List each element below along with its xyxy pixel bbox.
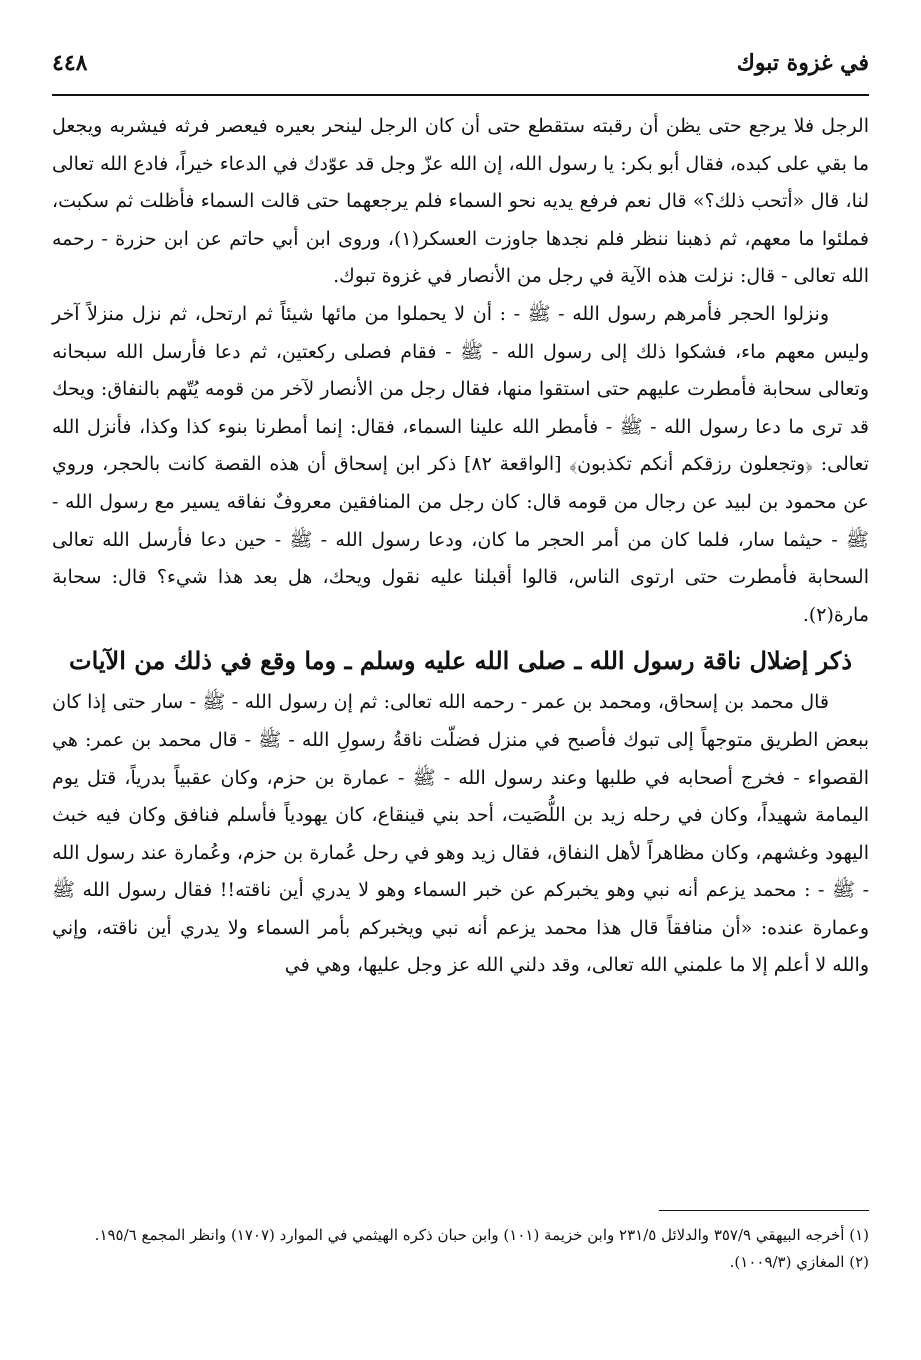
- running-title: في غزوة تبوك: [736, 50, 869, 76]
- paragraph-3: قال محمد بن إسحاق، ومحمد بن عمر - رحمه الله تعالى: ثم إن رسول الله - ﷺ - سار حتى إذا كان ببعض الطريق متوجهاً إلى تبوك فأصبح في منزل فضلّت ناقةُ رسولِ الله - ﷺ - قال محمد بن عمر: هي القصواء - فخرج أصحابه في طلبها وعند رسول الله - ﷺ - عمارة بن حزم، وكان عقبياً بدرياً، قتل يوم اليمامة شهيداً، وكان في رحله زيد بن اللُّصَيت، أحد بني قينقاع، كان يهودياً فأسلم فنافق وكان فيه خبث اليهود وغشهم، وكان مظاهراً لأهل النفاق، فقال زيد وهو في رحل عُمارة بن حزم، وعُمارة عند رسول الله - ﷺ - : محمد يزعم أنه نبي وهو يخبركم عن خبر السماء وهو لا يدري أين ناقته!! فقال رسول الله ﷺ وعمارة عنده: «أن منافقاً قال هذا محمد يزعم أنه نبي ويخبركم بأمر السماء ولا يدري أين ناقته، وإني والله لا أعلم إلا ما علمني الله تعالى، وقد دلني الله عز وجل عليها، وهي في: [52, 691, 869, 977]
- footnote-2: (٢) المغازي (١٠٠٩/٣).: [729, 1253, 869, 1271]
- page-number: ٤٤٨: [52, 50, 88, 76]
- header-rule: [52, 94, 869, 96]
- footnotes: [52, 1222, 869, 1276]
- paragraph-2: ونزلوا الحجر فأمرهم رسول الله - ﷺ - : أن لا يحملوا من مائها شيئاً ثم ارتحل، ثم نزل منزلاً آخر وليس معهم ماء، فشكوا ذلك إلى رسول الله - ﷺ - فقام فصلى ركعتين، ثم دعا فأرسل الله سبحانه وتعالى سحابة فأمطرت عليهم حتى استقوا منها، فقال رجل من الأنصار لآخر من قومه يُتّهم بالنفاق: ويحك قد ترى ما دعا رسول الله - ﷺ - فأمطر الله علينا السماء، فقال: إنما أمطرنا بنوء كذا وكذا، فأنزل الله تعالى: ﴿وتجعلون رزقكم أنكم تكذبون﴾ [الواقعة ٨٢] ذكر ابن إسحاق أن هذه القصة كانت بالحجر، وروي عن محمود بن لبيد عن رجال من قومه قال: كان رجل من المنافقين معروفٌ نفاقه يسير مع رسول الله - ﷺ - حيثما سار، فلما كان من أمر الحجر ما كان، ودعا رسول الله - ﷺ - حين دعا فأرسل الله تعالى السحابة فأمطرت حتى ارتوى الناس، قالوا أقبلنا عليه نقول ويحك، هل بعد هذا شيء؟ قال: سحابة مارة(٢).: [52, 302, 869, 626]
- footnote-1: (١) أخرجه البيهقي ٣٥٧/٩ والدلائل ٢٣١/٥ وابن خزيمة (١٠١) وابن حبان ذكره الهيثمي في الموارد (١٧٠٧) وانظر المجمع ١٩٥/٦.: [94, 1226, 869, 1244]
- paragraph-1: الرجل فلا يرجع حتى يظن أن رقبته ستقطع حتى أن كان الرجل لينحر بعيره فيعصر فرثه فيشربه ويجعل ما بقي على كبده، فقال أبو بكر: يا رسول الله، إن الله عزّ وجل قد عوّدك في الدعاء خيراً، فادع الله تعالى لنا، قال «أتحب ذلك؟» قال نعم فرفع يديه نحو السماء فلم يرجعهما حتى قالت السماء فأظلت ثم سكبت، فملئوا ما معهم، ثم ذهبنا ننظر فلم نجدها جاوزت العسكر(١)، وروى ابن أبي حاتم عن ابن حزرة - رحمه الله تعالى - قال: نزلت هذه الآية في رجل من الأنصار في غزوة تبوك.: [52, 115, 869, 288]
- main-text: [52, 108, 869, 985]
- section-heading: ذكر إضلال ناقة رسول الله ـ صلى الله عليه وسلم ـ وما وقع في ذلك من الآيات: [68, 646, 853, 676]
- page-header: [52, 50, 869, 94]
- footnote-rule: [659, 1210, 869, 1211]
